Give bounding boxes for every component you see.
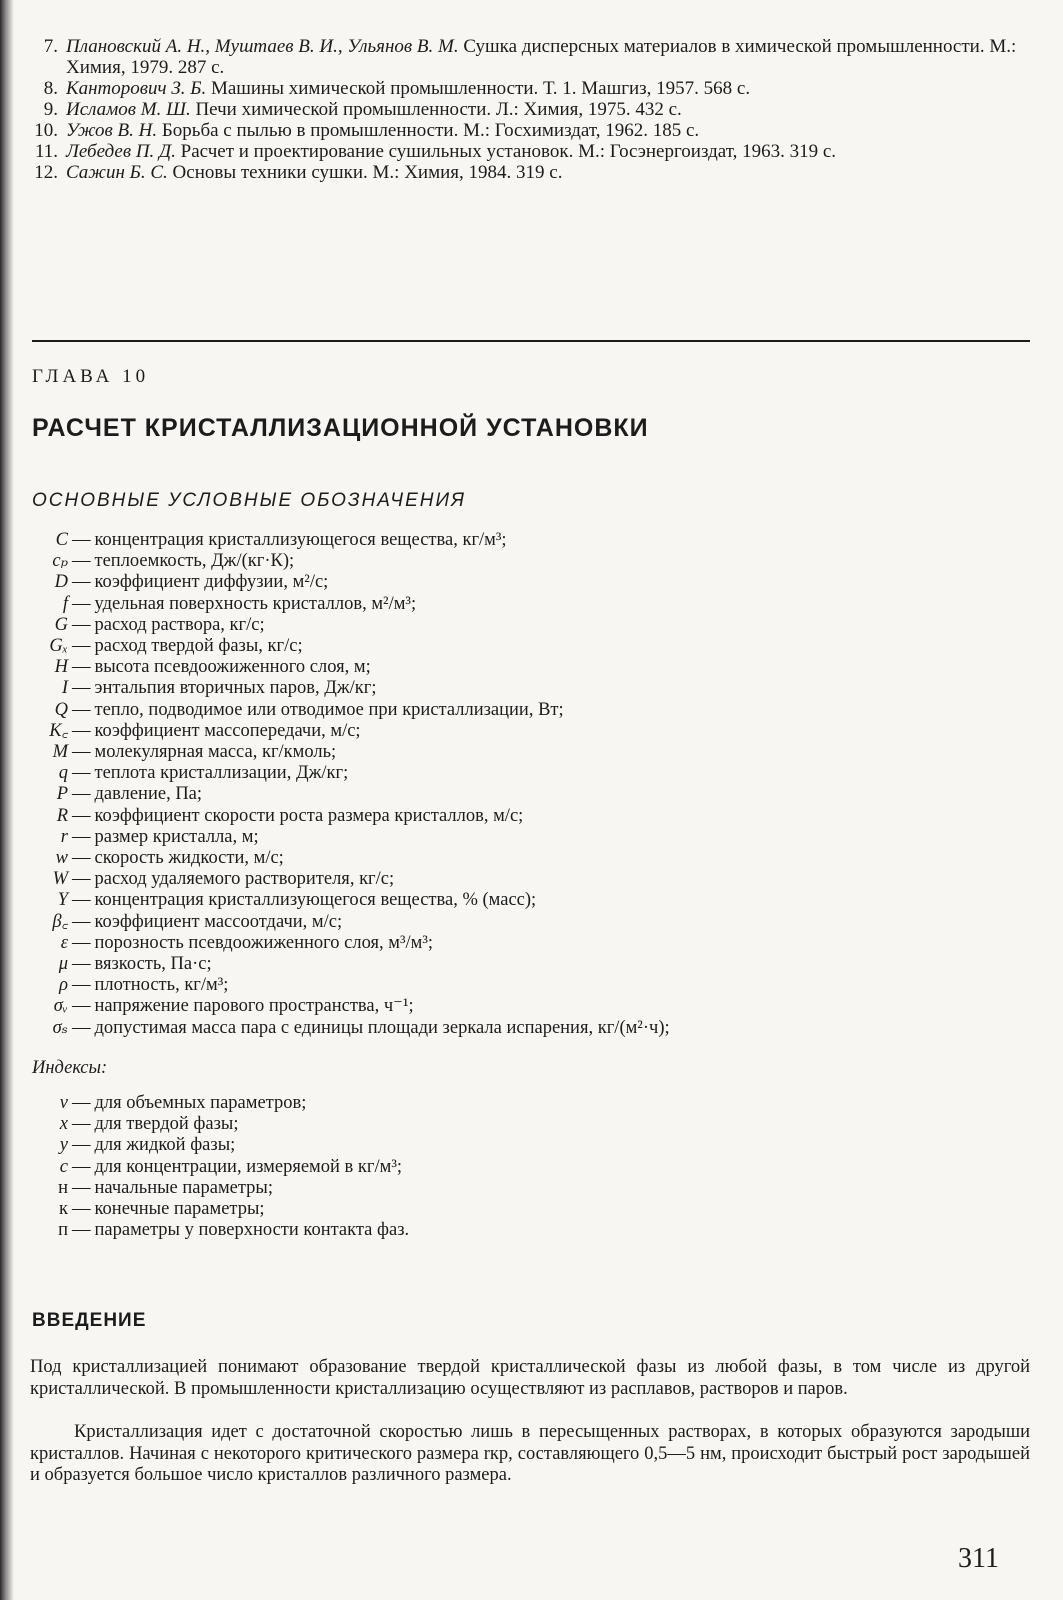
reference-item <box>30 162 1030 183</box>
notation-row: C — концентрация кристаллизующегося вещества, кг/м³; <box>30 530 1040 551</box>
reference-item <box>30 78 1030 99</box>
notation-text: скорость жидкости, м/с; <box>94 848 284 869</box>
notation-text: расход твердой фазы, кг/с; <box>94 636 303 657</box>
notation-symbol: μ <box>58 954 68 975</box>
notation-symbol: w <box>55 848 68 869</box>
index-symbol: п <box>58 1220 68 1241</box>
reference-number: 11. <box>34 141 58 162</box>
reference-item <box>30 120 1030 141</box>
index-symbol: к <box>59 1199 68 1220</box>
notation-symbol: G <box>54 614 68 635</box>
reference-authors: Плановский А. Н., Муштаев В. И., Ульянов В. М. <box>66 36 459 57</box>
reference-text: Сушка дисперсных материалов в химической промышленности. М.: Химия, 1979. 287 с. <box>66 36 1017 78</box>
notation-symbol: r <box>60 826 68 847</box>
index-text: для объемных параметров; <box>94 1093 307 1113</box>
notation-row: ε — порозность псевдоожиженного слоя, м³/м³; <box>30 933 1040 954</box>
notation-text: расход раствора, кг/с; <box>94 614 265 635</box>
reference-text: Борьба с пылью в промышленности. М.: Госхимиздат, 1962. 185 с. <box>161 120 700 141</box>
notation-text: коэффициент массоотдачи, м/с; <box>94 911 343 932</box>
scan-edge-shadow <box>0 0 14 1600</box>
reference-authors: Исламов М. Ш. <box>66 99 191 120</box>
introduction-heading: ВВЕДЕНИЕ <box>32 1310 147 1331</box>
notation-text: тепло, подводимое или отводимое при кристаллизации, Вт; <box>94 699 564 720</box>
notation-text: теплоемкость, Дж/(кг·К); <box>94 551 295 572</box>
index-symbol: v <box>59 1093 68 1113</box>
reference-item <box>30 99 1030 120</box>
reference-authors: Канторович З. Б. <box>66 78 207 99</box>
notation-row: q — теплота кристаллизации, Дж/кг; <box>30 763 1040 784</box>
notation-text: вязкость, Па·с; <box>94 954 212 975</box>
index-row: x — для твердой фазы; <box>30 1114 730 1135</box>
index-symbol: н <box>58 1177 68 1198</box>
notation-symbol: K꜀ <box>49 720 68 741</box>
notation-symbol: D <box>54 572 68 593</box>
notation-row: μ — вязкость, Па·с; <box>30 954 1040 975</box>
notation-text: удельная поверхность кристаллов, м²/м³; <box>94 593 417 614</box>
notation-symbol: σₛ <box>52 1017 68 1038</box>
index-text: для твердой фазы; <box>94 1114 239 1135</box>
notation-row: R — коэффициент скорости роста размера кристаллов, м/с; <box>30 806 1040 827</box>
notation-text: теплота кристаллизации, Дж/кг; <box>94 763 349 784</box>
index-text: конечные параметры; <box>94 1199 265 1220</box>
notation-symbol: σᵥ <box>53 996 68 1017</box>
notation-heading: ОСНОВНЫЕ УСЛОВНЫЕ ОБОЗНАЧЕНИЯ <box>32 490 467 511</box>
index-text: параметры у поверхности контакта фаз. <box>94 1220 410 1241</box>
index-symbol: x <box>59 1114 68 1135</box>
index-row: c — для концентрации, измеряемой в кг/м³; <box>30 1157 730 1178</box>
reference-item <box>30 36 1030 78</box>
introduction-paragraph-1: Под кристаллизацией понимают образование твердой кристаллической фазы из любой фазы, в том числе из другой кристаллической. В промышленности кристаллизацию осуществляют из расплавов, растворов и паров. <box>30 1357 1030 1399</box>
notation-row: Gₓ — расход твердой фазы, кг/с; <box>30 636 1040 657</box>
introduction-paragraph-2: Кристаллизация идет с достаточной скоростью лишь в пересыщенных растворах, в которых образуются зародыши кристаллов. Начиная с некоторого критического размера rкр, составляющего 0,5—5 нм, происходит быстрый рост зародышей и образуется большое число кристаллов различного размера. <box>30 1422 1030 1485</box>
notation-text: коэффициент массопередачи, м/с; <box>94 720 361 741</box>
index-symbol: c <box>59 1156 68 1177</box>
notation-row: ρ — плотность, кг/м³; <box>30 975 1040 996</box>
reference-number: 9. <box>43 99 58 120</box>
notation-row: β꜀ — коэффициент массоотдачи, м/с; <box>30 912 1040 933</box>
reference-authors: Лебедев П. Д. <box>66 141 176 162</box>
notation-text: допустимая масса пара с единицы площади зеркала испарения, кг/(м²·ч); <box>94 1017 670 1038</box>
notation-row: K꜀ — коэффициент массопередачи, м/с; <box>30 721 1040 742</box>
notation-row: P — давление, Па; <box>30 784 1040 805</box>
notation-symbol: ε <box>60 932 68 953</box>
notation-symbol: q <box>58 763 68 784</box>
notation-row: G — расход раствора, кг/с; <box>30 615 1040 636</box>
index-text: для концентрации, измеряемой в кг/м³; <box>94 1156 402 1177</box>
notation-row: f — удельная поверхность кристаллов, м²/м³; <box>30 594 1040 615</box>
index-row: v — для объемных параметров; <box>30 1093 730 1114</box>
notation-symbol: f <box>62 593 68 614</box>
reference-authors: Сажин Б. С. <box>66 162 168 183</box>
index-row: н — начальные параметры; <box>30 1178 730 1199</box>
notation-row: D — коэффициент диффузии, м²/с; <box>30 572 1040 593</box>
reference-text: Печи химической промышленности. Л.: Химия, 1975. 432 с. <box>195 99 682 120</box>
notation-symbol: R <box>56 805 68 826</box>
notation-symbol: ρ <box>59 975 68 996</box>
notation-row: Y — концентрация кристаллизующегося вещества, % (масс); <box>30 890 1040 911</box>
notation-text: концентрация кристаллизующегося вещества, % (масс); <box>94 890 537 911</box>
notation-text: давление, Па; <box>94 784 203 805</box>
notation-list <box>30 530 1040 1039</box>
notation-row: r — размер кристалла, м; <box>30 827 1040 848</box>
notation-row: M — молекулярная масса, кг/кмоль; <box>30 742 1040 763</box>
notation-row: I — энтальпия вторичных паров, Дж/кг; <box>30 678 1040 699</box>
indices-list <box>30 1093 730 1241</box>
notation-row: w — скорость жидкости, м/с; <box>30 848 1040 869</box>
notation-symbol: Q <box>54 699 68 720</box>
reference-list <box>30 36 1030 183</box>
page-number: 311 <box>958 1543 999 1574</box>
notation-text: расход удаляемого растворителя, кг/с; <box>94 869 395 890</box>
notation-text: концентрация кристаллизующегося вещества, кг/м³; <box>94 530 507 550</box>
notation-symbol: β꜀ <box>52 911 68 932</box>
indices-heading: Индексы: <box>32 1058 108 1078</box>
reference-number: 8. <box>43 78 58 99</box>
notation-row: cₚ — теплоемкость, Дж/(кг·К); <box>30 551 1040 572</box>
reference-number: 7. <box>43 36 58 57</box>
index-text: начальные параметры; <box>94 1177 274 1198</box>
chapter-title: РАСЧЕТ КРИСТАЛЛИЗАЦИОННОЙ УСТАНОВКИ <box>32 414 649 442</box>
reference-item <box>30 141 1030 162</box>
reference-authors: Ужов В. Н. <box>66 120 158 141</box>
notation-text: порозность псевдоожиженного слоя, м³/м³; <box>94 932 434 953</box>
notation-text: плотность, кг/м³; <box>94 975 229 996</box>
notation-row: Q — тепло, подводимое или отводимое при кристаллизации, Вт; <box>30 700 1040 721</box>
notation-row: σᵥ — напряжение парового пространства, ч⁻¹; <box>30 996 1040 1017</box>
notation-symbol: C <box>55 530 68 550</box>
index-symbol: y <box>59 1135 68 1156</box>
notation-text: коэффициент скорости роста размера кристаллов, м/с; <box>94 805 524 826</box>
notation-text: размер кристалла, м; <box>94 826 259 847</box>
index-text: для жидкой фазы; <box>94 1135 236 1156</box>
reference-text: Расчет и проектирование сушильных установок. М.: Госэнергоиздат, 1963. 319 с. <box>180 141 837 162</box>
notation-text: энтальпия вторичных паров, Дж/кг; <box>94 678 377 699</box>
index-row: п — параметры у поверхности контакта фаз. <box>30 1220 730 1241</box>
notation-symbol: Y <box>57 890 68 911</box>
notation-symbol: I <box>61 678 68 699</box>
notation-text: высота псевдоожиженного слоя, м; <box>94 657 371 678</box>
notation-text: напряжение парового пространства, ч⁻¹; <box>94 996 414 1017</box>
index-row: y — для жидкой фазы; <box>30 1135 730 1156</box>
notation-symbol: P <box>56 784 68 805</box>
chapter-label: ГЛАВА 10 <box>32 366 150 387</box>
notation-row: H — высота псевдоожиженного слоя, м; <box>30 657 1040 678</box>
reference-number: 12. <box>34 162 58 183</box>
notation-row: σₛ — допустимая масса пара с единицы площади зеркала испарения, кг/(м²·ч); <box>30 1018 1040 1039</box>
index-row: к — конечные параметры; <box>30 1199 730 1220</box>
reference-text: Машины химической промышленности. Т. 1. Машгиз, 1957. 568 с. <box>210 78 751 99</box>
notation-text: коэффициент диффузии, м²/с; <box>94 572 329 593</box>
notation-row: W — расход удаляемого растворителя, кг/с; <box>30 869 1040 890</box>
chapter-divider <box>32 340 1030 342</box>
notation-symbol: cₚ <box>52 551 68 572</box>
notation-symbol: H <box>54 657 68 678</box>
notation-symbol: Gₓ <box>49 636 68 657</box>
reference-text: Основы техники сушки. М.: Химия, 1984. 319 с. <box>172 162 563 183</box>
notation-symbol: M <box>52 742 68 763</box>
notation-symbol: W <box>52 869 68 890</box>
notation-text: молекулярная масса, кг/кмоль; <box>94 742 337 763</box>
reference-number: 10. <box>34 120 58 141</box>
